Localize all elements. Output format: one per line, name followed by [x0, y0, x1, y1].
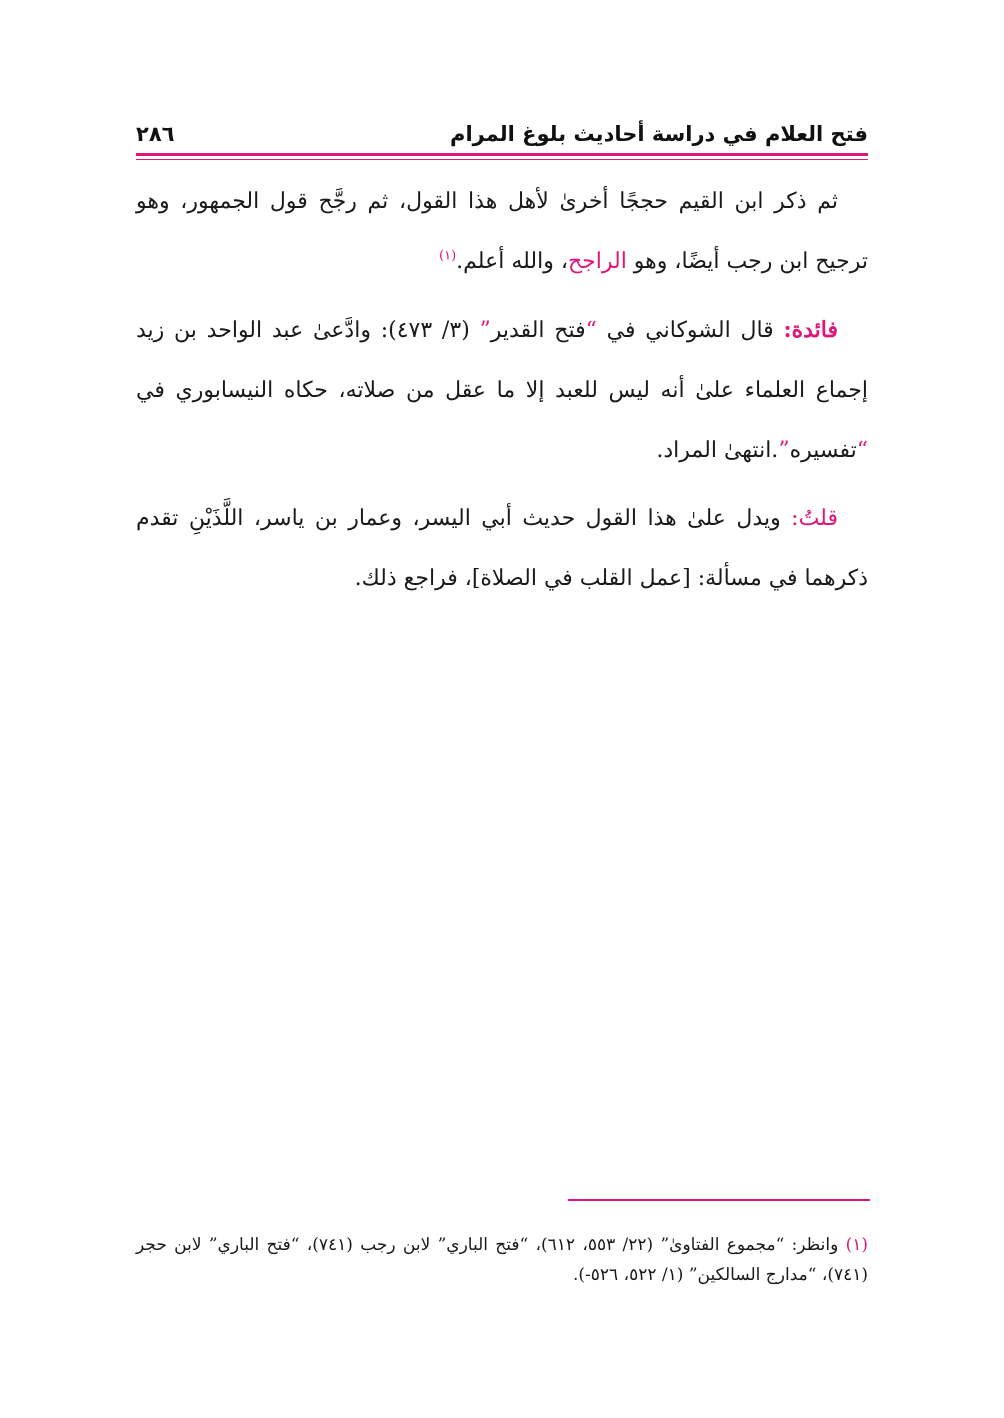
header-rule-thick [136, 153, 868, 156]
paragraph-2-text-c: .انتهىٰ المراد. [656, 438, 779, 463]
paragraph-3 [136, 489, 868, 609]
paragraph-1-text-b: ، والله أعلم. [456, 249, 568, 274]
footnotes [136, 1230, 868, 1290]
footnote-text: وانظر: “مجموع الفتاوىٰ” (٢٢/ ٥٥٣، ٦١٢)، “فتح الباري” لابن رجب (٧٤١)، “فتح الباري” لابن حجر (٧٤١)، “مدارج السالكين” (١/ ٥٢٢، ٥٢٦-). [136, 1235, 868, 1285]
paragraph-2-text-a: قال الشوكاني في [596, 318, 784, 343]
highlight-term: الراجح [567, 249, 627, 274]
page-header [136, 116, 868, 156]
book-title-2: تفسيره [789, 438, 857, 463]
paragraph-2 [136, 300, 868, 481]
header-rule-thin [136, 159, 868, 160]
quote-close-1: ” [479, 318, 491, 343]
running-title: فتح العلام في دراسة أحاديث بلوغ المرام [450, 122, 868, 146]
paragraph-2-text-b: (٣/ ٤٧٣): وادَّعىٰ عبد الواحد بن زيد إجماع العلماء علىٰ أنه ليس للعبد إلا ما عقل من صلاته، حكاه النيسابوري في [136, 318, 868, 403]
paragraph-3-text: ويدل علىٰ هذا القول حديث أبي اليسر، وعمار بن ياسر، اللَّذَيْنِ تقدم ذكرهما في مسألة: [عمل القلب في الصلاة]، فراجع ذلك. [136, 506, 868, 591]
quote-open-2: “ [856, 438, 868, 463]
paragraph-1-text-a: ثم ذكر ابن القيم حججًا أخرىٰ لأهل هذا القول، ثم رجَّح قول الجمهور، وهو ترجيح ابن رجب أيضًا، وهو [136, 189, 868, 274]
quote-open-1: “ [585, 318, 597, 343]
footnote-separator [568, 1199, 870, 1201]
qultu-label: قلتُ: [791, 506, 838, 531]
footnote-reference[interactable]: (١) [439, 248, 457, 264]
footnote-marker: (١) [845, 1235, 869, 1255]
page-number: ٢٨٦ [136, 122, 175, 146]
benefit-label: فائدة: [783, 317, 838, 343]
book-title-1: فتح القدير [490, 318, 586, 343]
quote-close-2: ” [778, 438, 790, 463]
paragraph-1 [136, 172, 868, 292]
main-text [136, 172, 868, 609]
